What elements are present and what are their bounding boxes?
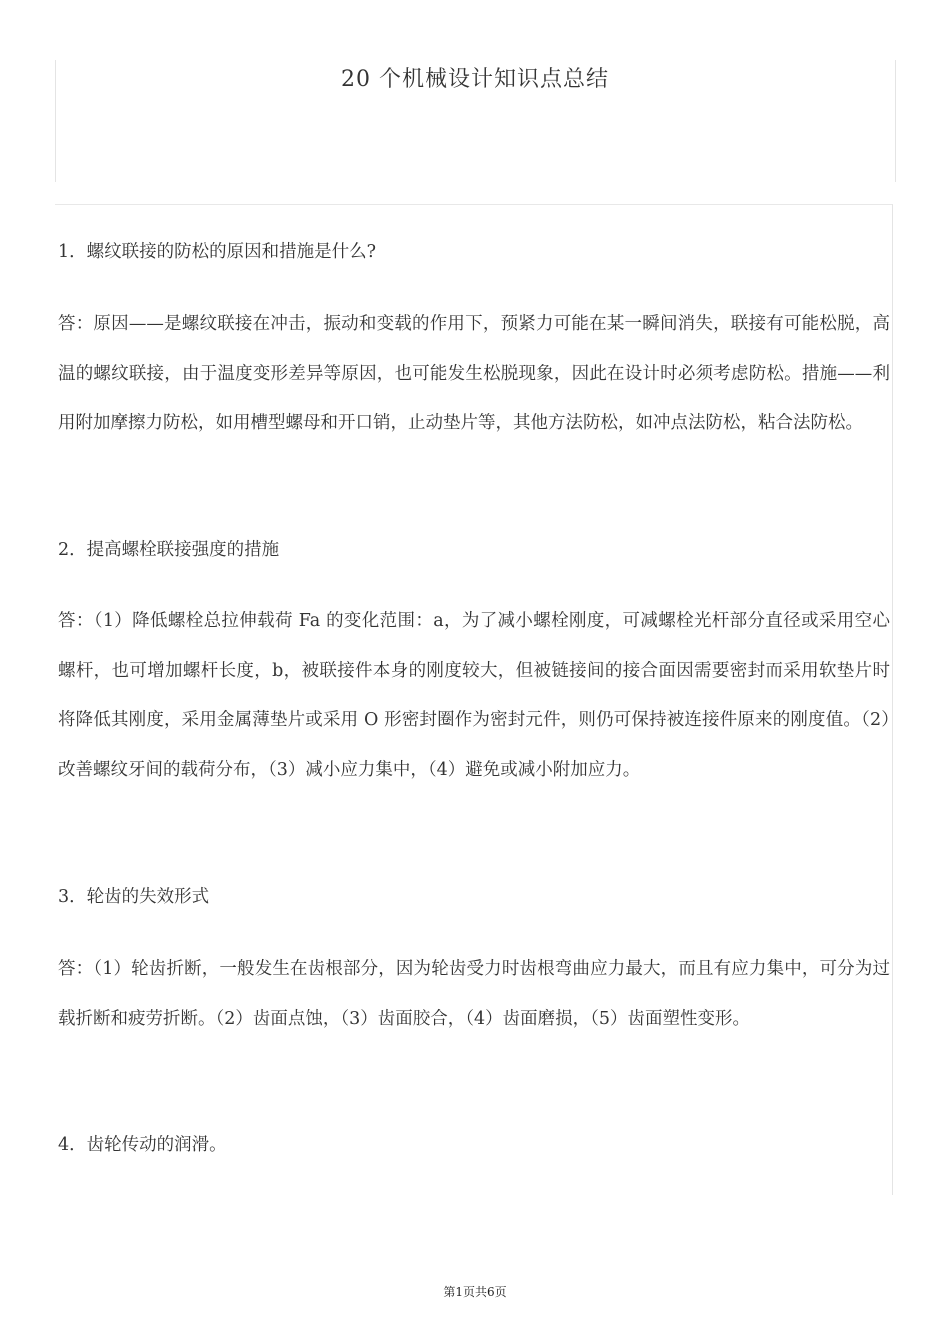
answer-2: 答：（1）降低螺栓总拉伸载荷 Fa 的变化范围：a，为了减小螺栓刚度，可减螺栓光杆部分直径或采用空心螺杆，也可增加螺杆长度，b，被联接件本身的刚度较大，但被链接间的接合面因需要密封而采用软垫片时将降低其刚度，采用金属薄垫片或采用 O 形密封圈作为密封元件，则仍可保持被连接件原来的刚度值。（2）改善螺纹牙间的载荷分布，（3）减小应力集中，（4）避免或减小附加应力。: [58, 611, 890, 780]
question-3: 3．轮齿的失效形式: [58, 887, 210, 907]
question-4: 4．齿轮传动的润滑。: [58, 1135, 227, 1155]
answer-1: 答：原因——是螺纹联接在冲击，振动和变载的作用下，预紧力可能在某一瞬间消失，联接有可能松脱，高温的螺纹联接，由于温度变形差异等原因，也可能发生松脱现象，因此在设计时必须考虑防松。措施——利用附加摩擦力防松，如用槽型螺母和开口销，止动垫片等，其他方法防松，如冲点法防松，粘合法防松。: [58, 314, 890, 433]
question-1: 1．螺纹联接的防松的原因和措施是什么?: [58, 242, 377, 262]
page-indicator: 第1页共6页: [443, 1285, 507, 1299]
document-title: 20 个机械设计知识点总结: [341, 67, 609, 92]
answer-3: 答：（1）轮齿折断，一般发生在齿根部分，因为轮齿受力时齿根弯曲应力最大，而且有应力集中，可分为过载折断和疲劳折断。（2）齿面点蚀，（3）齿面胶合，（4）齿面磨损，（5）齿面塑性变形。: [58, 959, 890, 1029]
question-2: 2．提高螺栓联接强度的措施: [58, 540, 280, 560]
